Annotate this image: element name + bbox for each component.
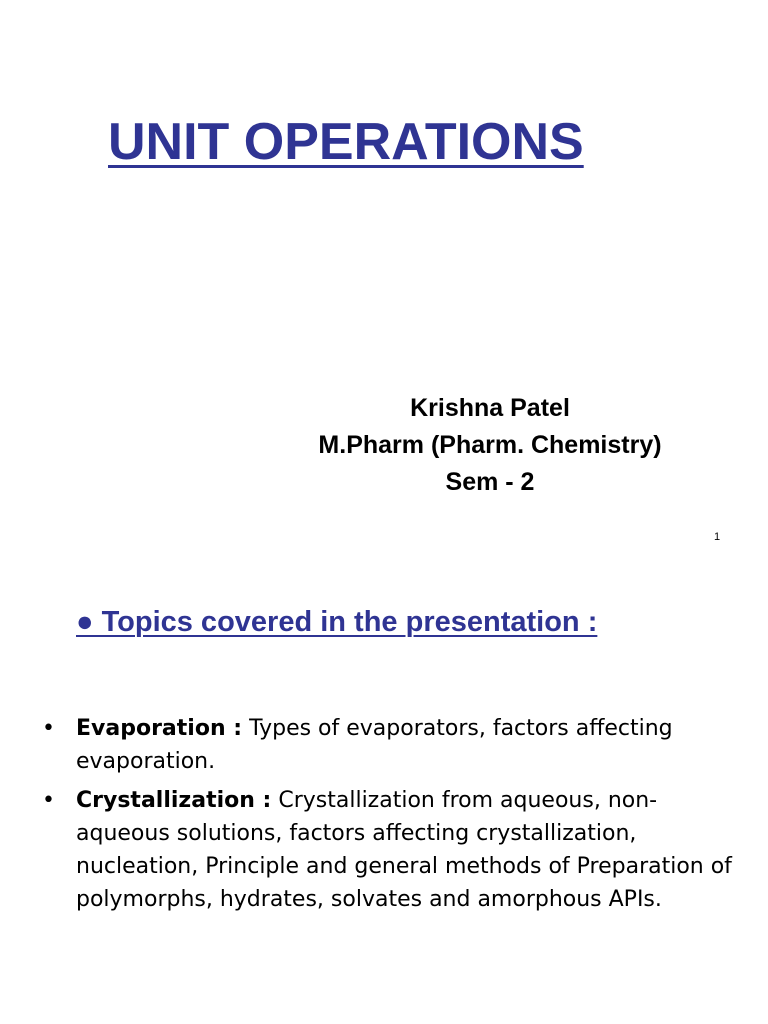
topic-list <box>42 712 732 922</box>
topic-description: Crystallization from aqueous, non-aqueous solutions, factors affecting crystallization, nucleation, Principle and general methods of Preparation of polymorphs, hydrates, solvates and amorphous APIs. <box>76 788 732 912</box>
topic-item-crystallization <box>42 784 732 916</box>
author-degree: M.Pharm (Pharm. Chemistry) <box>318 431 662 459</box>
topic-description: Types of evaporators, factors affecting evaporation. <box>76 716 673 774</box>
author-name: Krishna Patel <box>410 394 570 422</box>
author-semester: Sem - 2 <box>445 468 535 496</box>
topic-term: Evaporation : <box>76 716 243 741</box>
topic-term: Crystallization : <box>76 788 272 813</box>
topic-item-evaporation <box>42 712 732 778</box>
author-block <box>0 390 768 501</box>
bullet-icon: • <box>42 788 55 813</box>
slide-title: UNIT OPERATIONS <box>108 113 584 171</box>
topics-heading: ● Topics covered in the presentation : <box>76 606 598 638</box>
page-number: 1 <box>714 531 721 543</box>
bullet-icon: • <box>42 716 55 741</box>
